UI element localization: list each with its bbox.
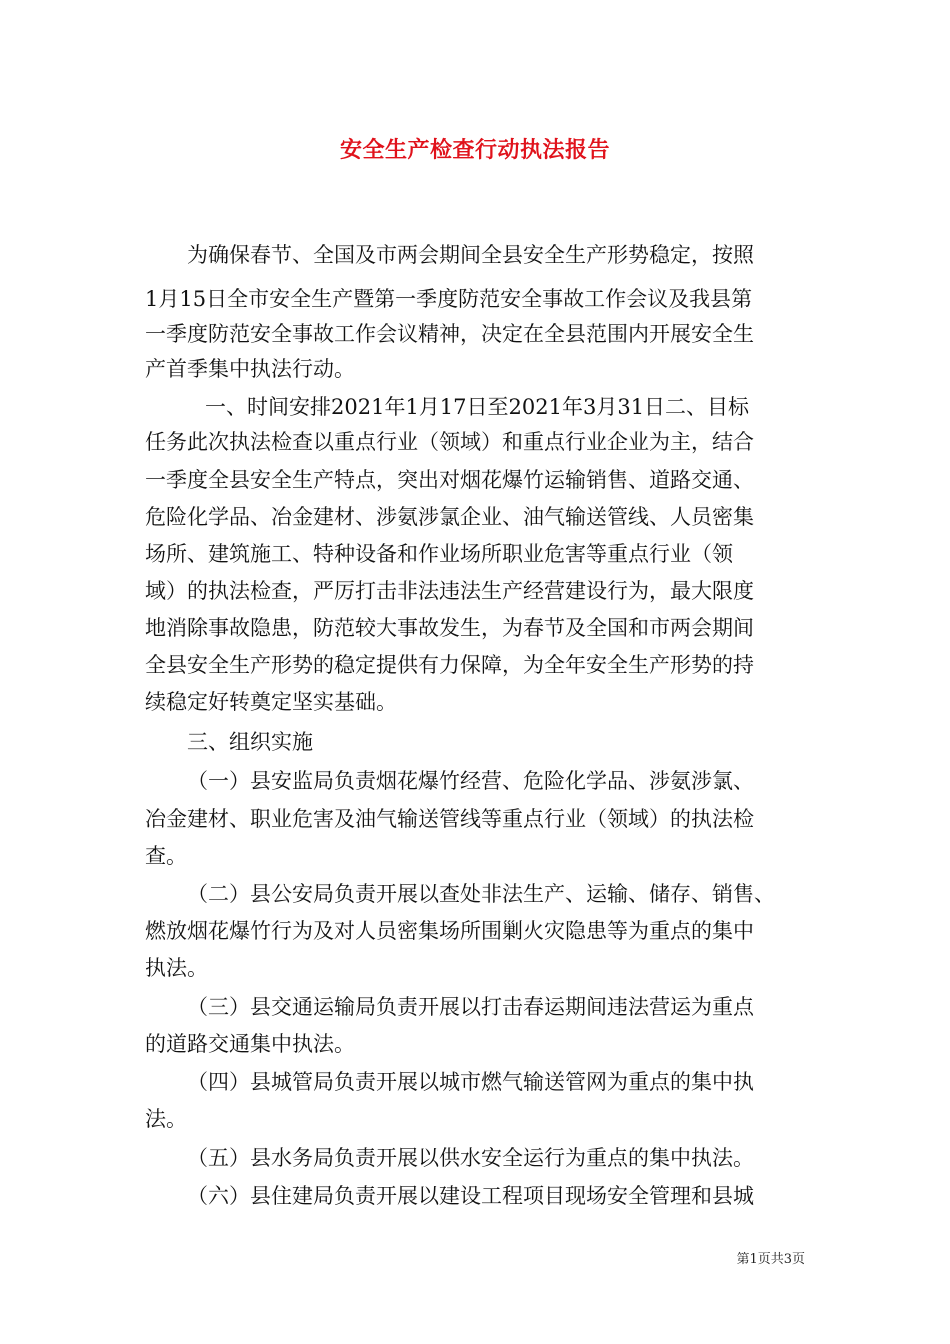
section-heading-3: 三、组织实施 xyxy=(187,730,313,754)
document-title: 安全生产检查行动执法报告 xyxy=(339,137,610,163)
body-line-11: 地消除事故隐患，防范较大事故发生，为春节及全国和市两会期间 xyxy=(145,616,754,640)
body-line-13: 续稳定好转奠定坚实基础。 xyxy=(145,690,397,714)
body-line-7: 一季度全县安全生产特点，突出对烟花爆竹运输销售、道路交通、 xyxy=(145,468,754,492)
body-line-3: 一季度防范安全事故工作会议精神，决定在全县范围内开展安全生 xyxy=(145,322,754,346)
body-line-4: 产首季集中执法行动。 xyxy=(145,357,355,381)
body-line-5: 一、时间安排2021年1月17日至2021年3月31日二、目标 xyxy=(205,395,750,419)
body-line-21: （三）县交通运输局负责开展以打击春运期间违法营运为重点 xyxy=(187,995,754,1019)
body-line-2: 1月15日全市安全生产暨第一季度防范安全事故工作会议及我县第 xyxy=(145,287,753,311)
body-line-1: 为确保春节、全国及市两会期间全县安全生产形势稳定，按照 xyxy=(187,243,754,267)
body-line-20: 执法。 xyxy=(145,956,208,980)
body-line-26: （六）县住建局负责开展以建设工程项目现场安全管理和县城 xyxy=(187,1184,754,1208)
body-line-10: 域）的执法检查，严厉打击非法违法生产经营建设行为，最大限度 xyxy=(145,579,754,603)
body-line-8: 危险化学品、冶金建材、涉氨涉氯企业、油气输送管线、人员密集 xyxy=(145,505,754,529)
body-line-17: 查。 xyxy=(145,844,187,868)
body-line-9: 场所、建筑施工、特种设备和作业场所职业危害等重点行业（领 xyxy=(145,542,733,566)
body-line-23: （四）县城管局负责开展以城市燃气输送管网为重点的集中执 xyxy=(187,1070,754,1094)
body-line-19: 燃放烟花爆竹行为及对人员密集场所围剿火灾隐患等为重点的集中 xyxy=(145,919,754,943)
body-line-18: （二）县公安局负责开展以查处非法生产、运输、储存、销售、 xyxy=(187,882,775,906)
body-line-24: 法。 xyxy=(145,1107,187,1131)
body-line-16: 冶金建材、职业危害及油气输送管线等重点行业（领域）的执法检 xyxy=(145,807,754,831)
body-line-22: 的道路交通集中执法。 xyxy=(145,1032,355,1056)
body-line-12: 全县安全生产形势的稳定提供有力保障，为全年安全生产形势的持 xyxy=(145,653,754,677)
body-line-15: （一）县安监局负责烟花爆竹经营、危险化学品、涉氨涉氯、 xyxy=(187,769,754,793)
page-number: 第1页共3页 xyxy=(736,1252,805,1267)
body-line-6: 任务此次执法检查以重点行业（领域）和重点行业企业为主，结合 xyxy=(145,430,754,454)
body-line-25: （五）县水务局负责开展以供水安全运行为重点的集中执法。 xyxy=(187,1146,754,1170)
